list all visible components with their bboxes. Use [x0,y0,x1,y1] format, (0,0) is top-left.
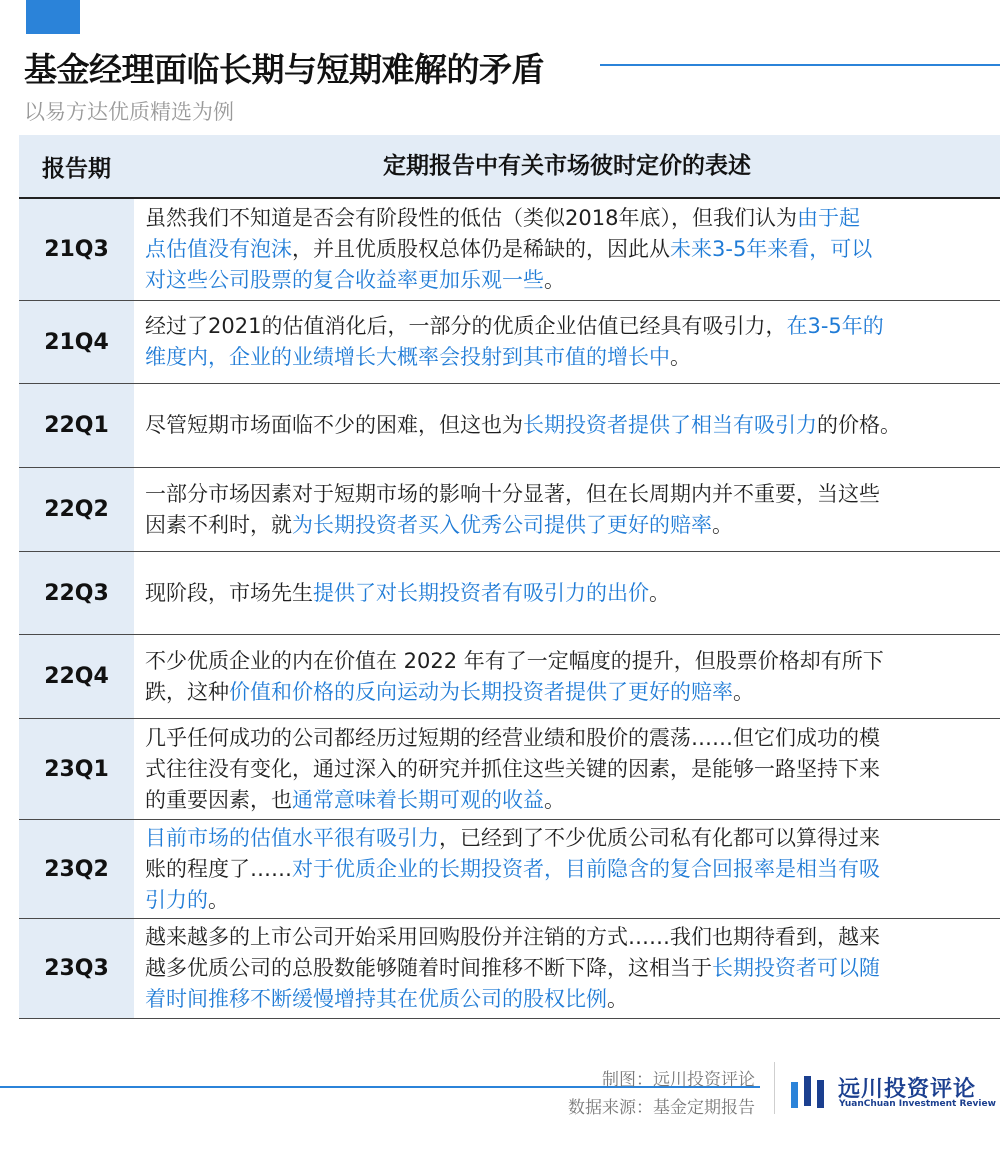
statement-line [145,265,872,296]
statement-line [145,410,901,441]
statement-line [145,984,880,1015]
footer-divider [774,1062,775,1114]
statement-text: 。 [649,580,670,605]
table-row [19,919,1000,1019]
highlighted-text: 引力的 [145,887,208,912]
statement-line [145,234,872,265]
statement-text: 因素不利时，就 [145,512,292,537]
statement-line [145,785,880,816]
brand-logo-text: 远川投资评论 [838,1077,977,1102]
statement-text: 虽然我们不知道是否会有阶段性的低估（类似2018年底），但我们认为 [145,206,797,230]
statement-text: 。 [208,887,229,912]
period-cell: 22Q3 [19,552,134,634]
statement-line [145,677,884,708]
page-subtitle: 以易方达优质精选为例 [24,100,234,124]
statement-text: 越多优质公司的总股数能够随着时间推移不断下降，这相当于 [145,956,712,980]
brand-logo-subtext: YuanChuan Investment Review [839,1099,996,1109]
statements-table [19,135,1000,1019]
statement-text: ，已经到了不少优质公司私有化都可以算得过来 [439,825,880,850]
highlighted-text: 为长期投资者买入优秀公司提供了更好的赔率 [292,512,712,537]
statement-text: 账的程度了…… [145,856,292,881]
table-row [19,552,1000,635]
highlighted-text: 在3-5年的 [786,314,884,338]
statement-text: 的重要因素，也 [145,787,292,812]
table-header-row [19,135,1000,199]
highlighted-text: 未来3-5年来看，可以 [670,237,873,261]
statement-line [145,854,880,885]
statement-cell [134,552,1000,634]
title-rule [600,64,1000,66]
table-row [19,635,1000,719]
statement-line [145,510,880,541]
table-row [19,384,1000,468]
table-row [19,719,1000,820]
period-cell: 23Q3 [19,919,134,1018]
statement-cell [134,384,1000,467]
highlighted-text: 由于起 [796,206,860,230]
statement-text: 现阶段，市场先生 [145,580,313,605]
table-row [19,199,1000,301]
highlighted-text: 价值和价格的反向运动为长期投资者提供了更好的赔率 [229,679,733,704]
statement-text: 。 [733,679,754,704]
statement-cell [134,199,1000,300]
statement-cell [134,719,1000,819]
statement-cell [134,468,1000,551]
period-cell: 22Q4 [19,635,134,718]
highlighted-text: 点估值没有泡沫 [145,237,292,261]
page-title: 基金经理面临长期与短期难解的矛盾 [24,50,544,89]
statement-text: ，并且优质股权总体仍是稀缺的，因此从 [292,237,670,261]
statement-text: 。 [670,345,691,369]
highlighted-text: 目前市场的估值水平很有吸引力 [145,825,439,850]
corner-accent-block [26,0,80,34]
header-period: 报告期 [19,135,134,197]
statement-text: 一部分市场因素对于短期市场的影响十分显著，但在长周期内并不重要，当这些 [145,481,880,506]
source-credit: 数据来源：基金定期报告 [568,1098,755,1118]
statement-text: 几乎任何成功的公司都经历过短期的经营业绩和股价的震荡……但它们成功的模 [145,725,880,750]
statement-line [145,754,880,785]
statement-line [145,922,880,953]
table-row [19,820,1000,919]
statement-line [145,311,884,342]
statement-text: 尽管短期市场面临不少的困难，但这也为 [145,413,523,437]
highlighted-text: 通常意味着长期可观的收益 [292,787,544,812]
statement-cell [134,820,1000,918]
statement-line [145,953,880,984]
table-row [19,301,1000,384]
period-cell: 23Q1 [19,719,134,819]
statement-text: 经过了2021的估值消化后，一部分的优质企业估值已经具有吸引力， [145,314,787,338]
statement-text: 。 [544,787,565,812]
period-cell: 22Q1 [19,384,134,467]
table-row [19,468,1000,552]
statement-line [145,479,880,510]
statement-line [145,646,884,677]
highlighted-text: 长期投资者提供了相当有吸引力 [523,413,817,437]
statement-cell [134,301,1000,383]
period-cell: 22Q2 [19,468,134,551]
statement-cell [134,635,1000,718]
highlighted-text: 提供了对长期投资者有吸引力的出价 [313,580,649,605]
statement-text: 。 [712,512,733,537]
highlighted-text: 对于优质企业的长期投资者，目前隐含的复合回报率是相当有吸 [292,856,880,881]
header-statement: 定期报告中有关市场彼时定价的表述 [134,135,1000,197]
statement-text: 。 [607,987,628,1011]
statement-text: 跌，这种 [145,679,229,704]
statement-line [145,823,880,854]
highlighted-text: 长期投资者可以随 [712,956,880,980]
highlighted-text: 维度内，企业的业绩增长大概率会投射到其市值的增长中 [145,345,670,369]
statement-text: 。 [544,268,565,292]
chart-credit: 制图：远川投资评论 [602,1070,755,1090]
statement-text: 不少优质企业的内在价值在 2022 年有了一定幅度的提升，但股票价格却有所下 [145,648,884,673]
period-cell: 21Q3 [19,199,134,300]
statement-text: 式往往没有变化，通过深入的研究并抓住这些关键的因素，是能够一路坚持下来 [145,756,880,781]
statement-line [145,723,880,754]
statement-cell [134,919,1000,1018]
highlighted-text: 着时间推移不断缓慢增持其在优质公司的股权比例 [145,987,607,1011]
statement-text: 的价格。 [817,413,901,437]
statement-line [145,203,872,234]
statement-text: 越来越多的上市公司开始采用回购股份并注销的方式……我们也期待看到，越来 [145,925,880,949]
statement-line [145,885,880,916]
period-cell: 21Q4 [19,301,134,383]
highlighted-text: 对这些公司股票的复合收益率更加乐观一些 [145,268,544,292]
statement-line [145,342,884,373]
brand-logo-icon [790,1074,830,1110]
statement-line [145,578,670,609]
period-cell: 23Q2 [19,820,134,918]
